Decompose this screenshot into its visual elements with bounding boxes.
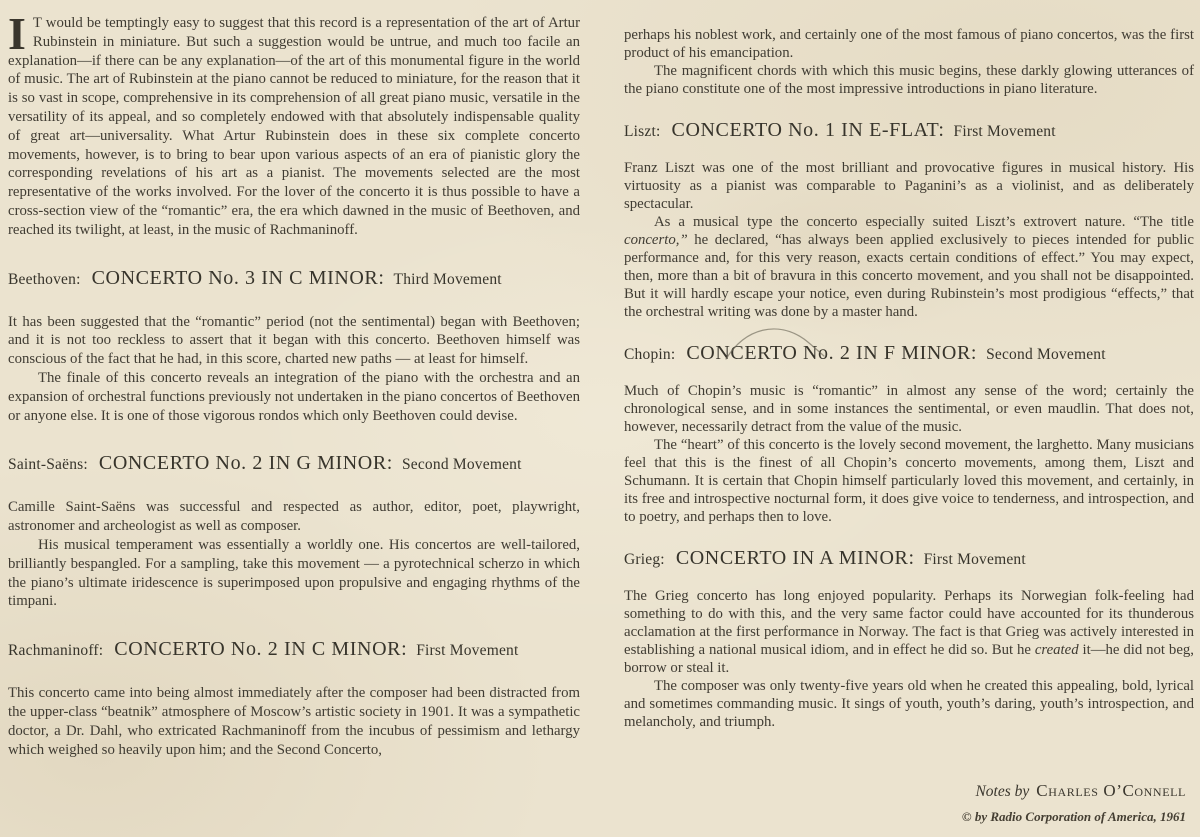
work-title: CONCERTO No. 2 IN F MINOR: xyxy=(686,342,978,364)
copyright-line: © by Radio Corporation of America, 1961 xyxy=(961,809,1186,824)
work-title: CONCERTO No. 2 IN G MINOR: xyxy=(98,452,393,475)
composer-name: Beethoven: xyxy=(8,270,81,288)
grieg-paragraph-2: The composer was only twenty-five years old when he created this appealing, bold, lyrical and sometimes commanding music. It sings of youth, youth’s daring, youth’s introspection, and melancholy, and triumph. xyxy=(624,678,1194,730)
drop-cap: I xyxy=(8,8,26,59)
heading-liszt xyxy=(624,116,1194,143)
movement-label: First Movement xyxy=(923,551,1026,568)
heading-rachmaninoff xyxy=(8,635,580,662)
heading-grieg xyxy=(624,544,1194,571)
liszt-paragraph-1: Franz Liszt was one of the most brilliant and provocative figures in musical history. His virtuosity as a pianist was comparable to Paganini’s as a violinist, and as deliberately spectacular. xyxy=(624,160,1194,212)
movement-label: Second Movement xyxy=(986,346,1106,363)
grieg-paragraph-1-rest: it—he did not beg, borrow or steal it. xyxy=(624,642,1194,676)
work-title: CONCERTO IN A MINOR: xyxy=(675,547,915,569)
liszt-paragraph-2-text: As a musical type the concerto especially suited Liszt’s extrovert nature. “The title xyxy=(654,214,1194,230)
credits-block xyxy=(624,781,1194,837)
grieg-paragraph-1 xyxy=(624,587,1194,677)
composer-name: Chopin: xyxy=(624,346,676,363)
intro-paragraph xyxy=(8,8,580,240)
rachmaninoff-continuation-1: perhaps his noblest work, and certainly one of the most famous of piano concertos, was the first product of his emancipation. xyxy=(624,27,1194,61)
beethoven-paragraph-1: It has been suggested that the “romantic” period (not the sentimental) began with Beethoven; and it is not too reckless to assert that it began with this concerto. Beethoven himself was conscious of the fact that he had, in this score, charted new paths — at least for himself. xyxy=(8,313,580,368)
beethoven-paragraph-2: The finale of this concerto reveals an integration of the piano with the orchestra and an expansion of orchestral functions previously not undertaken in the piano concertos of Beethoven or anyone else. It is one of those vigorous rondos which only Beethoven could devise. xyxy=(8,369,580,424)
work-title: CONCERTO No. 2 IN C MINOR: xyxy=(114,638,408,661)
author-name: Charles O’Connell xyxy=(1036,781,1186,800)
grieg-paragraph-1-italic: created xyxy=(1034,642,1079,658)
left-column xyxy=(8,8,580,837)
notes-by-label: Notes by xyxy=(975,783,1030,800)
right-column xyxy=(624,14,1194,837)
liszt-paragraph-2-italic: concerto,” xyxy=(624,232,688,248)
saint-saens-paragraph-1: Camille Saint-Saëns was successful and respected as author, editor, poet, playwright, astronomer and archeologist as well as composer. xyxy=(8,499,580,535)
chopin-paragraph-1: Much of Chopin’s music is “romantic” in almost any sense of the word; certainly the chronological sense, and in some instances the sentimental, or even maudlin. That does not, however, necessarily detract from the value of the music. xyxy=(624,383,1194,435)
movement-label: Third Movement xyxy=(393,270,502,288)
heading-beethoven xyxy=(8,264,580,291)
grieg-paragraph-1-text: The Grieg concerto has long enjoyed popularity. Perhaps its Norwegian folk-feeling had something to do with this, and the very same factor could have accounted for its thunderous acclamation at the first performance in Norway. The fact is that Grieg was actively interested in establishing a national musical idiom, and in effect he did so. But he xyxy=(624,588,1194,658)
heading-saint-saens xyxy=(8,449,580,476)
composer-name: Grieg: xyxy=(624,551,665,568)
work-title: CONCERTO No. 1 IN E-FLAT: xyxy=(671,119,945,141)
intro-text: T would be temptingly easy to suggest that this record is a representation of the art of Artur Rubinstein in miniature. But such a suggestion would be untrue, and much too facile an explanation—if there can be any explanation—of the art of this monumental figure in the world of music. The art of Rubinstein at the piano cannot be reduced to miniature, for the reason that it is so vast in scope, comprehensive in its comprehension of all great piano music, versatile in the versatility of its appeal, and so completely endowed with that absolutely indispensable quality of great art—universality. What Artur Rubinstein does in these six complete concerto movements, however, is to bring to bear upon various aspects of an era of pianistic glory the corresponding revelations of his art as a pianist. The movements selected are the most representative of the works involved. For the lover of the concerto it is thus possible to have a cross-section view of the “romantic” era, the era which dawned in the music of Beethoven, and reached its twilight, at least, in the music of Rachmaninoff. xyxy=(8,15,580,238)
composer-name: Liszt: xyxy=(624,123,661,140)
movement-label: First Movement xyxy=(953,123,1056,140)
composer-name: Saint-Saëns: xyxy=(8,456,88,474)
work-title: CONCERTO No. 3 IN C MINOR: xyxy=(91,266,385,289)
heading-chopin xyxy=(624,339,1194,366)
saint-saens-paragraph-2: His musical temperament was essentially a worldly one. His concertos are well-tailored, brilliantly bespangled. For a sampling, take this movement — a pyrotechnical scherzo in which the piano’s ultimate iridescence is superimposed upon propulsive and engaging rhythms of the timpani. xyxy=(8,536,580,610)
liszt-paragraph-2 xyxy=(624,213,1194,321)
rachmaninoff-paragraph-1: This concerto came into being almost immediately after the composer had been distracted from the upper-class “beatnik” atmosphere of Moscow’s artistic society in 1901. It was a sympathetic doctor, a Dr. Dahl, who extricated Rachmaninoff from the incubus of pessimism and lethargy which weighed so heavily upon him; and the Second Concerto, xyxy=(8,685,580,758)
movement-label: First Movement xyxy=(416,642,519,660)
movement-label: Second Movement xyxy=(401,456,522,474)
composer-name: Rachmaninoff: xyxy=(8,642,104,660)
notes-by-line xyxy=(624,781,1186,801)
chopin-paragraph-2: The “heart” of this concerto is the lovely second movement, the larghetto. Many musicians feel that this is the finest of all Chopin’s concerto movements, among them, Liszt and Schumann. It is certain that Chopin himself particularly loved this movement, and certainly, in its free and introspective nocturnal form, it does give voice to tenderness, and introspection, and to poetry, and perhaps then to love. xyxy=(624,437,1194,525)
liszt-paragraph-2-rest: he declared, “has always been applied exclusively to pieces intended for public performance and, for this very reason, exacts certain conditions of effect.” You may expect, then, more than a bit of bravura in this concerto movement, and you shall not be disappointed. But it will hardly escape your notice, even during Rubinstein’s most prodigious “effects,” that the orchestral writing was done by a master hand. xyxy=(624,232,1194,320)
rachmaninoff-continuation-2: The magnificent chords with which this music begins, these darkly glowing utterances of the piano constitute one of the most impressive introductions in piano literature. xyxy=(624,63,1194,97)
